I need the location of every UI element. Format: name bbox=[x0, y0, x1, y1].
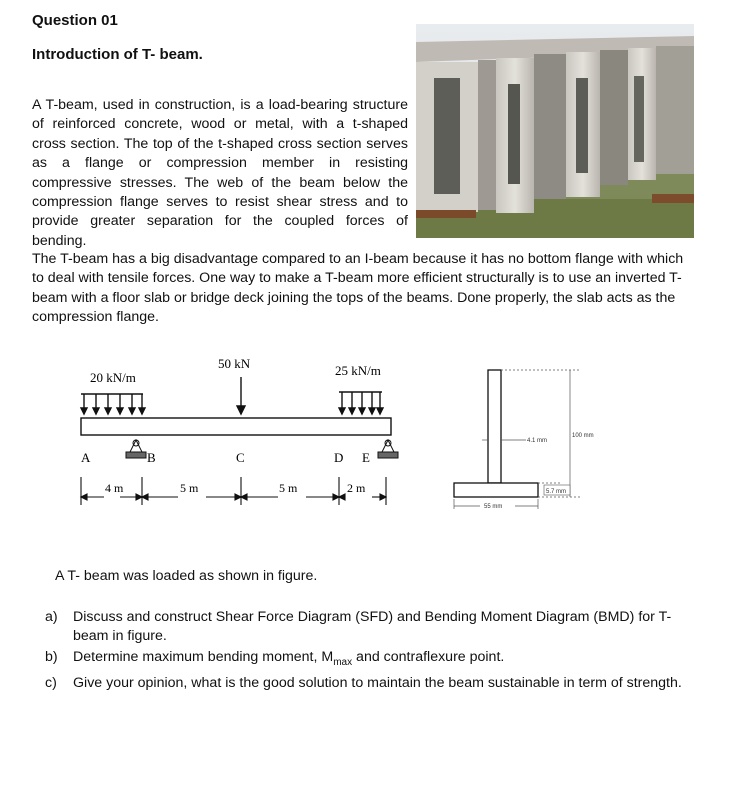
support-e bbox=[378, 440, 398, 458]
intro-heading: Introduction of T- beam. bbox=[32, 46, 203, 63]
section-flange-width-label: 55 mm bbox=[484, 504, 503, 510]
span-ab-label: 4 m bbox=[105, 481, 124, 495]
udl-left-arrows bbox=[81, 394, 145, 414]
question-a-label: a) bbox=[45, 609, 58, 625]
question-heading: Question 01 bbox=[32, 12, 118, 29]
question-b-text-before: Determine maximum bending moment, M bbox=[73, 649, 334, 665]
point-label-d: D bbox=[334, 450, 344, 465]
udl-right-label: 25 kN/m bbox=[335, 363, 381, 378]
udl-left-label: 20 kN/m bbox=[90, 370, 136, 385]
question-c-label: c) bbox=[45, 674, 57, 691]
question-b bbox=[45, 648, 685, 672]
intro-paragraph: A T-beam, used in construction, is a load-bearing structure of reinforced concrete, wood or metal, with a t-shaped cross section. The top of the t-shaped cross section serves as a flange or compression member in resisting compressive stresses. The web of the beam below the compression flange serves to resist shear stress and to provide greater separation for the coupled forces of bending. bbox=[32, 97, 408, 249]
section-web-label: 4.1 mm bbox=[527, 438, 548, 444]
point-load-label: 50 kN bbox=[218, 356, 251, 371]
point-load-arrow bbox=[237, 377, 245, 414]
span-de-label: 2 m bbox=[347, 481, 366, 495]
section-height-label: 100 mm bbox=[572, 433, 594, 439]
udl-right-arrows bbox=[339, 392, 383, 414]
question-b-subscript: max bbox=[333, 656, 353, 668]
question-b-text-after: and contraflexure point. bbox=[352, 649, 505, 665]
question-a-text: Discuss and construct Shear Force Diagram (SFD) and Bending Moment Diagram (BMD) for T- beam in figure. bbox=[73, 609, 672, 644]
question-c bbox=[45, 674, 685, 693]
t-beam-photo bbox=[416, 24, 694, 238]
question-b-label: b) bbox=[45, 649, 58, 665]
loaded-statement: A T- beam was loaded as shown in figure. bbox=[55, 568, 318, 584]
question-a bbox=[45, 608, 685, 646]
question-c-text: Give your opinion, what is the good solution to maintain the beam sustainable in term of strength. bbox=[73, 674, 682, 691]
dimension-lines bbox=[81, 477, 386, 505]
span-cd-label: 5 m bbox=[279, 481, 298, 495]
support-b bbox=[126, 440, 146, 458]
point-label-b: B bbox=[147, 450, 156, 465]
section-flange-thickness-label: 5.7 mm bbox=[546, 489, 567, 495]
point-label-e: E bbox=[362, 450, 370, 465]
point-label-c: C bbox=[236, 450, 245, 465]
question-list bbox=[45, 608, 685, 695]
point-label-a: A bbox=[81, 450, 91, 465]
beam-loading-diagram bbox=[60, 355, 620, 525]
disadvantage-paragraph: The T-beam has a big disadvantage compared to an I-beam because it has no bottom flange with which to deal with tensile forces. One way to make a T-beam more efficient structurally is to use an inverted T-beam with a floor slab or bridge deck joining the tops of the beams. Done properly, the slab acts as the compression flange. bbox=[32, 251, 684, 326]
beam bbox=[81, 418, 391, 435]
t-section bbox=[454, 370, 538, 497]
span-bc-label: 5 m bbox=[180, 481, 199, 495]
